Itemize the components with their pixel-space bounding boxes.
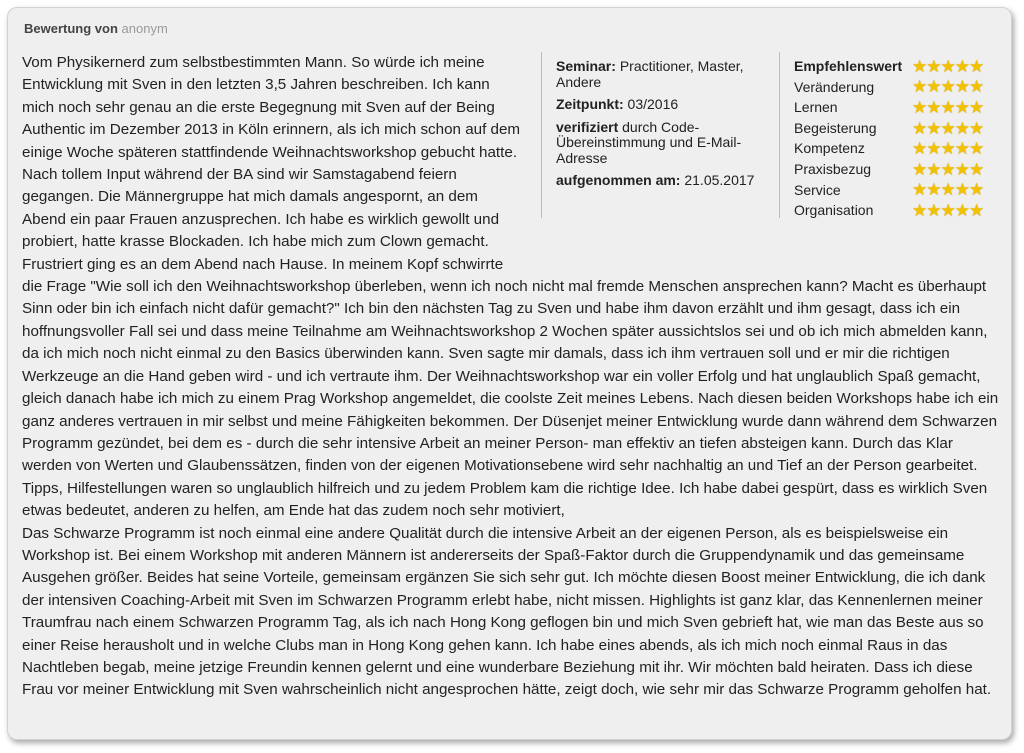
zeitpunkt-row	[556, 97, 757, 113]
rating-label: Kompetenz	[794, 140, 865, 157]
review-info-panel	[532, 52, 1002, 268]
rating-row-praxisbezug	[794, 159, 999, 180]
star-icon: ★	[926, 118, 942, 138]
star-icon: ★	[940, 200, 956, 220]
star-icon: ★	[954, 180, 970, 200]
star-icon: ★	[912, 97, 928, 117]
star-icon: ★	[926, 97, 942, 117]
rating-row-begeisterung	[794, 118, 999, 139]
rating-row-organisation	[794, 200, 999, 221]
verified-row	[556, 120, 757, 167]
star-icon: ★	[926, 180, 942, 200]
review-body	[22, 52, 1002, 702]
rating-row-lernen	[794, 97, 999, 118]
star-icon: ★	[912, 77, 928, 97]
star-icon: ★	[926, 77, 942, 97]
star-icon: ★	[940, 118, 956, 138]
star-icon: ★	[940, 139, 956, 159]
star-icon: ★	[926, 139, 942, 159]
star-icon: ★	[940, 159, 956, 179]
star-icon: ★	[954, 118, 970, 138]
star-icon: ★	[912, 56, 928, 76]
star-icon: ★	[954, 97, 970, 117]
star-icon: ★	[954, 159, 970, 179]
star-icon: ★	[912, 139, 928, 159]
star-icon: ★	[954, 56, 970, 76]
rating-label: Service	[794, 181, 841, 198]
star-icon: ★	[940, 77, 956, 97]
star-rating	[912, 202, 983, 219]
rating-label: Empfehlenswert	[794, 58, 903, 75]
recorded-label: aufgenommen am:	[556, 172, 681, 188]
star-icon: ★	[969, 77, 985, 97]
review-paragraph-1: Vom Physikernerd zum selbstbestimmten Mann. So würde ich meine Entwicklung mit Sven in den letzten 3,5 Jahren beschreiben. Ich kann mich noch sehr genau an die erste Begegnung mit Sven auf der Being Authentic im Dezember 2013 in Köln erinnern, als ich mich schon auf dem einige Woche späteren stattfindende Weihnachtsworkshop gebucht hatte. Nach tollem Input während der BA sind wir Samstagabend feiern gegangen. Die Männergruppe hat mich damals angespornt, an dem Abend ein paar Frauen anzusprechen. Ich habe es wirklich gewollt und probiert, hatte krasse Blockaden. Ich habe mich zum Clown gemacht. Frustriert ging es an dem Abend nach Hause. In meinem Kopf schwirrte die Frage "Wie soll ich den Weihnachtsworkshop überleben, wenn ich noch nicht mal fremde Menschen ansprechen kann? Macht es überhaupt Sinn oder bin ich einfach nicht dafür gemacht?" Ich bin den nächsten Tag zu Sven und habe ihm davon erzählt und ihm gesagt, dass ich ein hoffnungsvoller Fall sei und dass meine Teilnahme am Weihnachtsworkshop 2 Wochen später aussichtslos sei und ob ich mich abmelden kann, da ich mich noch nicht einmal zu den Basics überwinden kann. Sven sagte mir damals, dass ich ihm vertrauen soll und er mir die richtigen Werkzeuge an die Hand geben wird - und ich vertraute ihm. Der Weihnachtsworkshop war ein voller Erfolg und hat unglaublich Spaß gemacht, gleich danach habe ich mich zu einem Prag Workshop angemeldet, die coolste Zeit meines Lebens. Nach diesen beiden Workshops habe ich ein ganz anderes vertrauen in mir selbst und meine Fähigkeiten bekommen. Der Düsenjet meiner Entwicklung wurde dann während dem Schwarzen Programm gezündet, bei dem es - durch die sehr intensive Arbeit an meiner Person- man effektiv an tiefen absteigen kann. Durch das Klar werden von Werten und Glaubenssätzen, finden von der eigenen Motivationsebene wird sehr nachhaltig an und Tief an der Person gearbeitet. Tipps, Hilfestellungen waren so unglaublich hilfreich und zu jedem Problem kam die richtige Idee. Ich habe dabei gespürt, dass es wirklich Sven etwas bedeutet, anderen zu helfen, am Ende hat das zudem noch sehr motiviert,	[22, 54, 999, 520]
star-icon: ★	[969, 97, 985, 117]
star-rating	[912, 120, 983, 137]
seminar-label: Seminar:	[556, 58, 616, 74]
header-prefix: Bewertung von	[24, 21, 118, 36]
star-icon: ★	[969, 56, 985, 76]
seminar-value: Practitioner, Master, Andere	[556, 58, 744, 90]
rating-row-veraenderung	[794, 77, 999, 98]
star-icon: ★	[912, 200, 928, 220]
rating-row-kompetenz	[794, 138, 999, 159]
star-icon: ★	[912, 118, 928, 138]
rating-label: Organisation	[794, 202, 874, 219]
star-rating	[912, 58, 983, 75]
star-icon: ★	[954, 200, 970, 220]
review-header	[24, 21, 168, 36]
star-rating	[912, 78, 983, 95]
review-card	[7, 7, 1012, 740]
star-icon: ★	[954, 77, 970, 97]
zeitpunkt-label: Zeitpunkt:	[556, 96, 624, 112]
star-icon: ★	[954, 139, 970, 159]
star-icon: ★	[969, 139, 985, 159]
star-rating	[912, 181, 983, 198]
star-icon: ★	[969, 118, 985, 138]
author-name: anonym	[121, 21, 168, 36]
verified-value: durch Code-Übereinstimmung und E-Mail-Adresse	[556, 118, 742, 166]
rating-label: Veränderung	[794, 78, 875, 95]
star-icon: ★	[926, 56, 942, 76]
star-icon: ★	[969, 200, 985, 220]
star-rating	[912, 140, 983, 157]
verified-label: verifiziert	[556, 118, 619, 135]
star-rating	[912, 99, 983, 116]
star-icon: ★	[912, 159, 928, 179]
rating-label: Praxisbezug	[794, 161, 872, 178]
star-icon: ★	[969, 180, 985, 200]
rating-row-service	[794, 180, 999, 201]
rating-label: Lernen	[794, 99, 838, 116]
rating-row-empfehlenswert	[794, 56, 999, 77]
star-rating	[912, 161, 983, 178]
rating-label: Begeisterung	[794, 119, 877, 136]
star-icon: ★	[926, 159, 942, 179]
star-icon: ★	[912, 180, 928, 200]
star-icon: ★	[940, 180, 956, 200]
star-icon: ★	[940, 97, 956, 117]
ratings-panel	[779, 52, 999, 218]
seminar-row	[556, 59, 757, 90]
zeitpunkt-value: 03/2016	[627, 96, 679, 112]
star-icon: ★	[940, 56, 956, 76]
review-meta	[541, 52, 757, 218]
recorded-row	[556, 173, 757, 189]
star-icon: ★	[969, 159, 985, 179]
recorded-value: 21.05.2017	[684, 172, 755, 188]
star-icon: ★	[926, 200, 942, 220]
review-paragraph-2: Das Schwarze Programm ist noch einmal eine andere Qualität durch die intensive Arbeit an der eigenen Person, als es beispielsweise ein Workshop ist. Bei einem Workshop mit anderen Männern ist andererseits der Spaß-Faktor durch die Gruppendynamik und das gemeinsame Ausgehen größer. Beides hat seine Vorteile, gemeinsam ergänzen Sie sich sehr gut. Ich möchte diesen Boost meiner Entwicklung, die ich dank der intensiven Coaching-Arbeit mit Sven im Schwarzen Programm erlebt habe, nicht missen. Highlights ist ganz klar, das Kennenlernen meiner Traumfrau nach einem Schwarzen Programm Tag, als ich nach Hong Kong geflogen bin und mich Sven gebrieft hat, wie man das Beste aus so einer Reise herausholt und in welche Clubs man in Hong Kong gehen kann. Ich habe eines abends, als ich mich noch einmal Raus in das Nachtleben begab, meine jetzige Freundin kennen gelernt und eine wunderbare Beziehung mit ihr. Wir möchten bald heiraten. Dass ich diese Frau vor meiner Entwicklung mit Sven wahrscheinlich nicht angesprochen hätte, zeigt doch, wie sehr mir das Schwarze Programm geholfen hat.	[22, 524, 992, 699]
